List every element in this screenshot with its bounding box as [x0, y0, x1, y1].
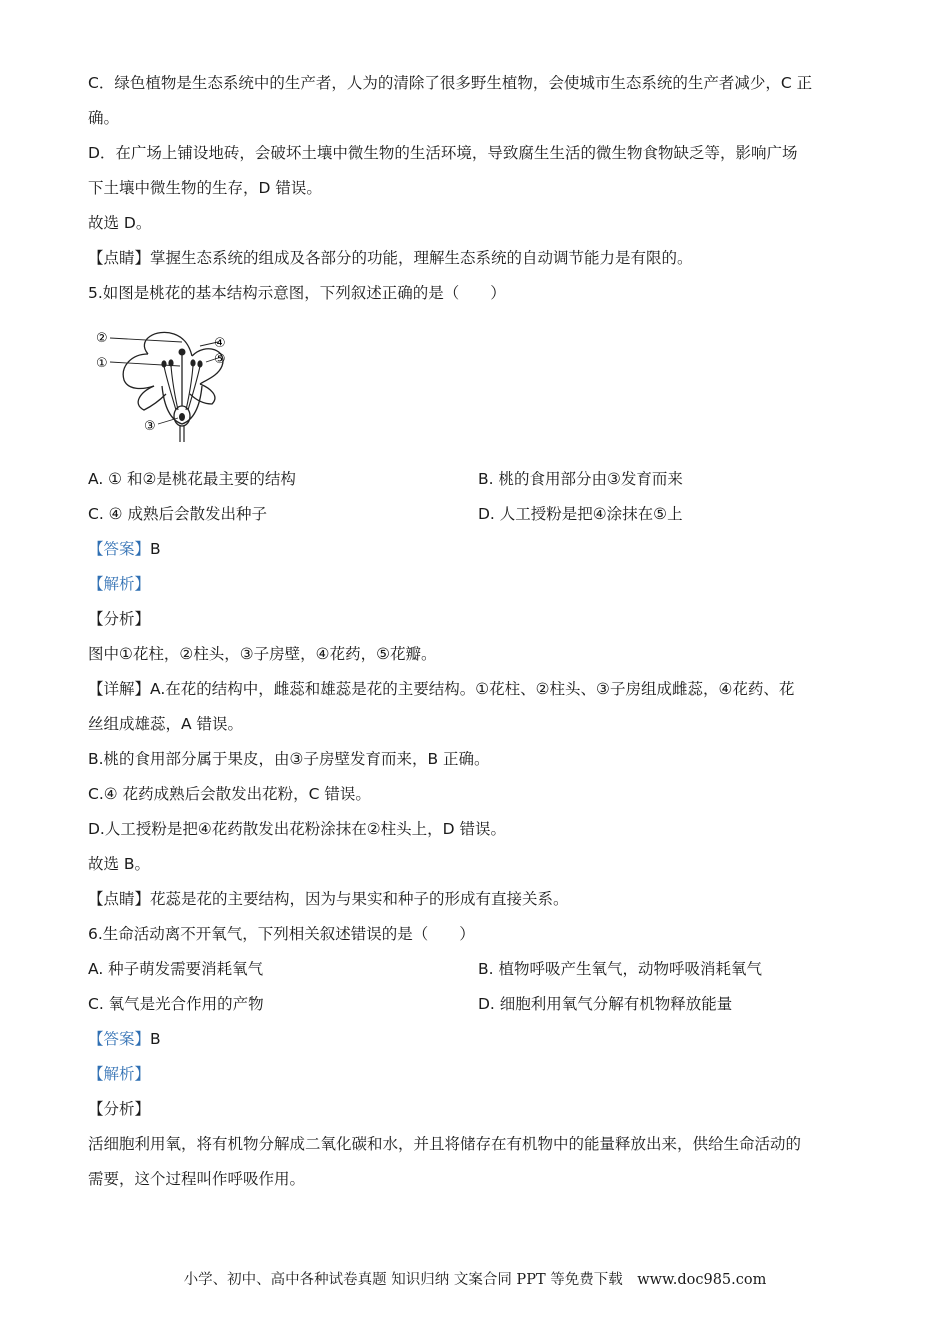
q6-options-row2	[88, 993, 868, 1015]
q6-answer	[88, 1028, 868, 1050]
q4-choose: 故选 D。	[88, 214, 152, 232]
q6-option-c: C. 氧气是光合作用的产物	[88, 995, 264, 1013]
q6-option-d: D. 细胞利用氧气分解有机物释放能量	[478, 995, 733, 1013]
q5-jiexi-tag: 【解析】	[88, 575, 151, 593]
peach-flower-diagram	[96, 320, 226, 450]
anther	[190, 359, 195, 366]
q5-fenxi-tag: 【分析】	[88, 610, 151, 628]
option-c-explanation-line2: 确。	[88, 109, 120, 127]
q6-option-a: A. 种子萌发需要消耗氧气	[88, 960, 264, 978]
q5-answer	[88, 538, 868, 560]
q5-option-b: B. 桃的食用部分由③发育而来	[478, 470, 683, 488]
option-d-explanation-line1: D．在广场上铺设地砖，会破坏土壤中微生物的生活环境，导致腐生生活的微生物食物缺乏等，影响广场	[88, 144, 798, 162]
q5-options-row2	[88, 503, 868, 525]
q5-answer-value: B	[150, 540, 161, 558]
figure-label-5: ⑤	[214, 352, 226, 367]
stigma	[179, 349, 186, 356]
q5-dianjing: 【点睛】花蕊是花的主要结构，因为与果实和种子的形成有直接关系。	[88, 890, 569, 908]
q6-options-row1	[88, 958, 868, 980]
q5-detail-line5: D.人工授粉是把④花药散发出花粉涂抹在②柱头上，D 错误。	[88, 820, 507, 838]
q5-detail-line3: B.桃的食用部分属于果皮，由③子房壁发育而来，B 正确。	[88, 750, 490, 768]
petal-left-lower	[123, 354, 154, 388]
q5-detail-line4: C.④ 花药成熟后会散发出花粉，C 错误。	[88, 785, 371, 803]
option-c-explanation-line1: C．绿色植物是生态系统中的生产者，人为的清除了很多野生植物，会使城市生态系统的生产者减少，C 正	[88, 74, 813, 92]
document-body	[88, 72, 868, 1203]
figure-label-4: ④	[214, 336, 226, 351]
q6-answer-value: B	[150, 1030, 161, 1048]
q5-fenxi: 图中①花柱，②柱头，③子房壁，④花药，⑤花瓣。	[88, 645, 437, 663]
figure-label-2: ②	[96, 331, 108, 346]
q5-stem: 5.如图是桃花的基本结构示意图，下列叙述正确的是（ ）	[88, 284, 506, 302]
q5-choose: 故选 B。	[88, 855, 151, 873]
q6-fenxi-tag: 【分析】	[88, 1100, 151, 1118]
q6-stem: 6.生命活动离不开氧气，下列相关叙述错误的是（ ）	[88, 925, 475, 943]
option-d-explanation-line2: 下土壤中微生物的生存，D 错误。	[88, 179, 322, 197]
figure-label-3: ③	[144, 419, 156, 434]
anther	[161, 360, 166, 367]
anther	[197, 360, 202, 367]
figure-label-1: ①	[96, 356, 108, 371]
q5-answer-tag: 【答案】	[88, 540, 151, 558]
q6-jiexi-tag: 【解析】	[88, 1065, 151, 1083]
q5-detail-line2: 丝组成雄蕊，A 错误。	[88, 715, 244, 733]
q6-answer-tag: 【答案】	[88, 1030, 151, 1048]
q5-options-row1	[88, 468, 868, 490]
page-footer: 小学、初中、高中各种试卷真题 知识归纳 文案合同 PPT 等免费下载 www.doc985.com	[183, 1272, 767, 1288]
q6-option-b: B. 植物呼吸产生氧气，动物呼吸消耗氧气	[478, 960, 762, 978]
q6-fenxi-line2: 需要，这个过程叫作呼吸作用。	[88, 1170, 306, 1188]
q6-fenxi-line1: 活细胞利用氧，将有机物分解成二氧化碳和水，并且将储存在有机物中的能量释放出来，供给生命活动的	[88, 1135, 802, 1153]
q5-option-c: C. ④ 成熟后会散发出种子	[88, 505, 267, 523]
ovule	[179, 413, 185, 421]
q5-option-d: D. 人工授粉是把④涂抹在⑤上	[478, 505, 683, 523]
q5-detail-line1: 【详解】A.在花的结构中，雌蕊和雄蕊是花的主要结构。①花柱、②柱头、③子房组成雌蕊，④花药、花	[88, 680, 795, 698]
q4-dianjing: 【点睛】掌握生态系统的组成及各部分的功能，理解生态系统的自动调节能力是有限的。	[88, 249, 693, 267]
q5-option-a: A. ① 和②是桃花最主要的结构	[88, 470, 296, 488]
